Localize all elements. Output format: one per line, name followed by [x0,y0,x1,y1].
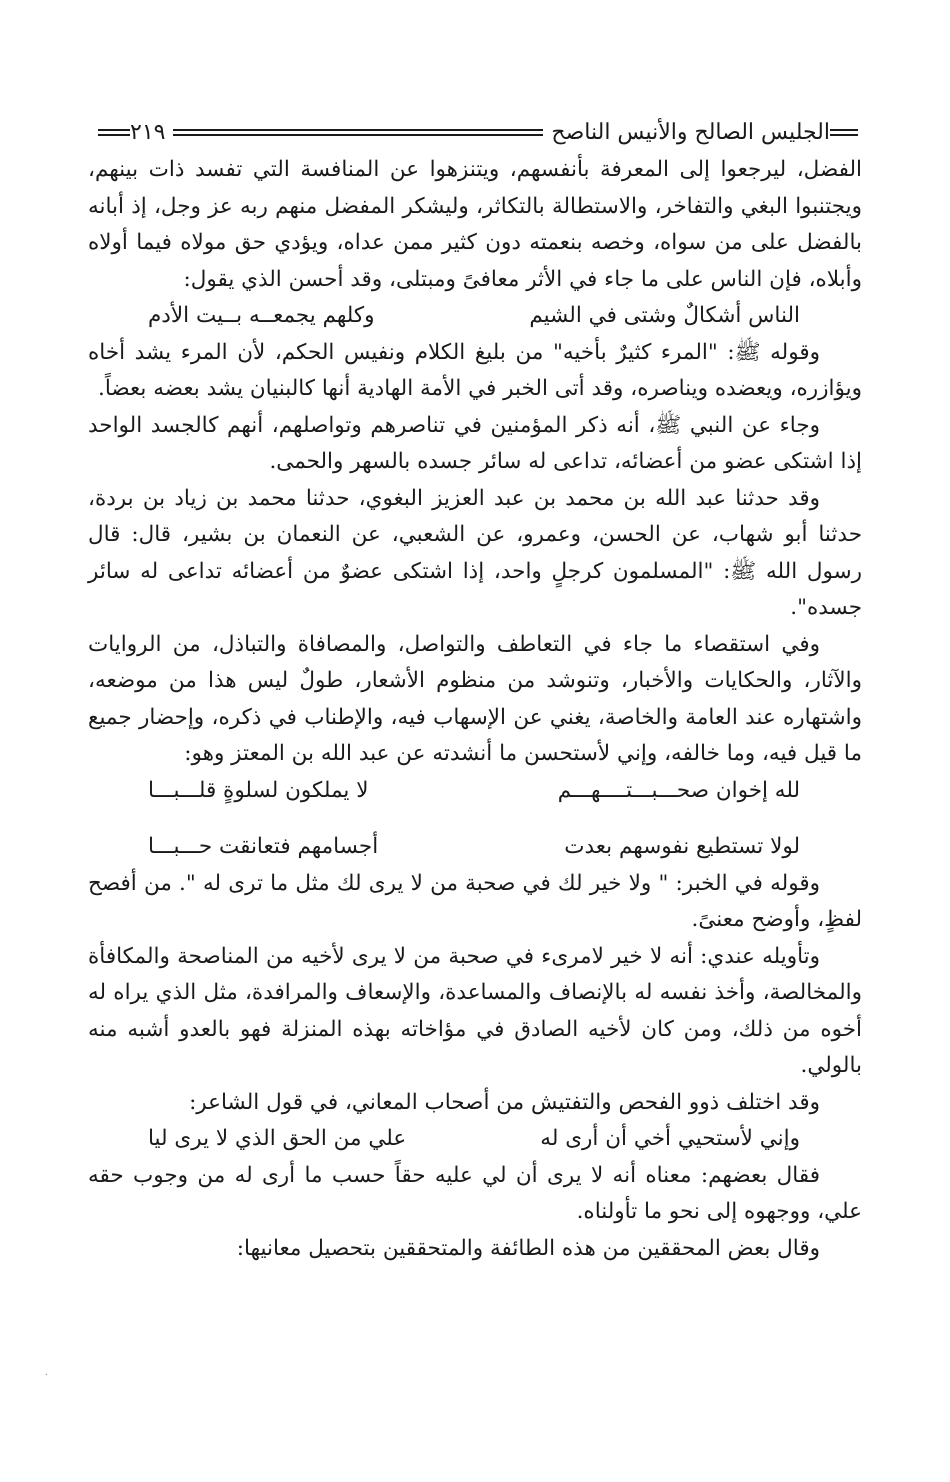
verse-second-hemistich: لا يملكون لسلوةٍ قلـــبـــا [148,777,369,803]
verse-first-hemistich: وإني لأستحيي أخي أن أرى له [540,1126,800,1151]
running-header [88,114,862,150]
paragraph: وجاء عن النبي ﷺ، أنه ذكر المؤمنين في تناصرهم وتواصلهم، أنهم كالجسد الواحد إذا اشتكى عضو من أعضائه، تداعى له سائر جسده بالسهر والحمى. [88,412,862,474]
paragraph: وتأويله عندي: أنه لا خير لامرىء في صحبة من لا يرى لأخيه من المناصحة والمكافأة والمخالصة، وأخذ نفسه له بالإنصاف والمساعدة، والإسعاف والمرافدة، مثل الذي يراه له أخوه من ذلك، ومن كان لأخيه الصادق في مؤاخاته بهذه المنزلة فهو بالعدو أشبه منه بالولي. [88,943,862,1078]
page-body [88,152,862,1267]
verse-first-hemistich: لولا تستطيع نفوسهم بعدت [564,834,800,859]
paragraph: الفضل، ليرجعوا إلى المعرفة بأنفسهم، ويتنزهوا عن المنافسة التي تفسد ذات بينهم، ويجتنبوا البغي والتفاخر، والاستطالة بالتكاثر، وليشكر المفضل منهم ربه عز وجل، إذ أبانه بالفضل على من سواه، وخصه بنعمته دون كثير ممن عداه، ويؤدي حق مولاه فيما أولاه وأبلاه، فإن الناس على ما جاء في الأثر معافىً ومبتلى، وقد أحسن الذي يقول: [88,157,862,292]
header-rule-long [173,129,543,136]
paragraph: وقال بعض المحققين من هذه الطائفة والمتحققين بتحصيل معانيها: [236,1235,820,1261]
verse-line [88,773,862,810]
paragraph: وقوله ﷺ: "المرء كثيرٌ بأخيه" من بليغ الكلام ونفيس الحكم، لأن المرء يشد أخاه ويؤازره، ويعضده ويناصره، وقد أتى الخبر في الأمة الهادية أنها كالبنيان يشد بعضه بعضاً. [88,339,862,401]
verse-line [88,829,862,866]
paragraph: فقال بعضهم: معناه أنه لا يرى أن لي عليه حقاً حسب ما أرى له من وجوب حقه علي، ووجهوه إلى نحو ما تأولناه. [88,1162,862,1224]
verse-second-hemistich: علي من الحق الذي لا يرى ليا [148,1126,407,1151]
margin-speck: · [44,1370,48,1381]
header-rule-end [98,129,130,136]
header-title: الجليس الصالح والأنيس الناصح [551,119,830,145]
paragraph: وقد اختلف ذوو الفحص والتفتيش من أصحاب المعاني، في قول الشاعر: [189,1089,820,1115]
paragraph: وقوله في الخبر: " ولا خير لك في صحبة من لا يرى لك مثل ما ترى له ". من أفصح لفظٍ، وأوضح معنىً. [88,870,862,932]
paragraph: وفي استقصاء ما جاء في التعاطف والتواصل، والمصافاة والتباذل، من الروايات والآثار، والحكايات والأخبار، وتنوشد من منظوم الأشعار، طولٌ ليس هذا من موضعه، واشتهاره عند العامة والخاصة، يغني عن الإسهاب فيه، والإطناب في ذكره، وإحضار جميع ما قيل فيه، وما خالفه، وإني لأستحسن ما أنشدته عن عبد الله بن المعتز وهو: [88,631,862,766]
verse-first-hemistich: الناس أشكالٌ وشتى في الشيم [529,303,800,328]
verse-line [88,298,862,335]
page-number: ٢١٩ [130,119,166,145]
verse-line [88,1121,862,1158]
verse-first-hemistich: لله إخوان صحـــبـــتــــهـــم [557,777,800,803]
verse-second-hemistich: أجسامهم فتعانقت حـــبـــا [148,834,379,859]
header-rule-start [830,129,858,136]
paragraph: وقد حدثنا عبد الله بن محمد بن عبد العزيز البغوي، حدثنا محمد بن زياد بن بردة، حدثنا أبو شهاب، عن الحسن، وعمرو، عن الشعبي، عن النعمان بن بشير، قال: قال رسول الله ﷺ: "المسلمون كرجلٍ واحد، إذا اشتكى عضوٌ من أعضائه تداعى له سائر جسده". [88,485,862,620]
verse-second-hemistich: وكلهم يجمعــه بــيت الأدم [148,303,375,328]
